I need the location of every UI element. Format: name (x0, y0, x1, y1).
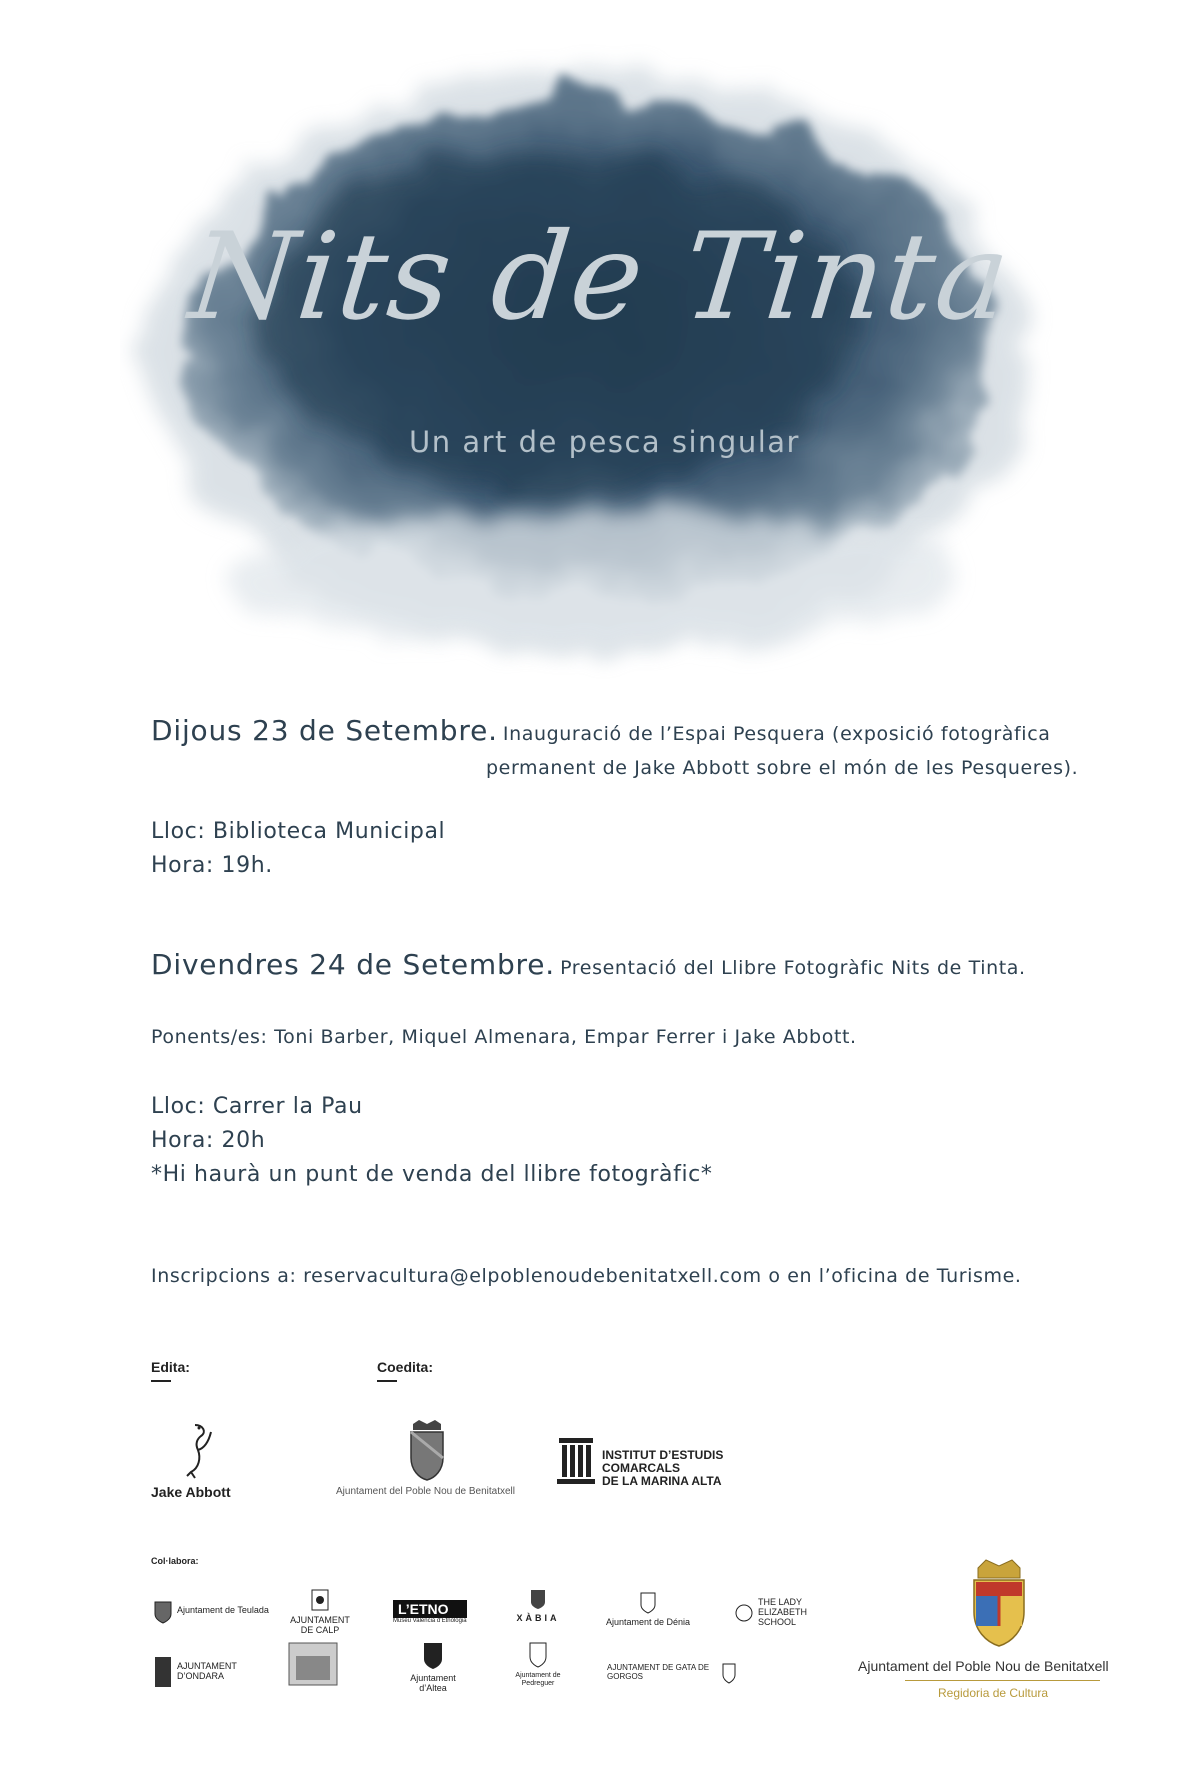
collabora-label: Col·labora: (151, 1556, 199, 1566)
altea-name: Ajuntament d’Altea (410, 1673, 456, 1693)
letno-name: L’ETNO (393, 1600, 467, 1618)
coedita-label: Coedita: (377, 1359, 433, 1375)
collaborator-building-photo (288, 1642, 338, 1690)
iecma-line3: DE LA MARINA ALTA (602, 1474, 722, 1489)
event1-desc-line2: permanent de Jake Abbott sobre el món de les Pesqueres). (486, 757, 1079, 779)
denia-name: Ajuntament de Dénia (605, 1617, 691, 1627)
jake-abbott-logo (165, 1420, 225, 1484)
event2-place: Lloc: Carrer la Pau (151, 1094, 363, 1119)
teulada-crest-icon (153, 1598, 173, 1624)
iecma-line1: INSTITUT D’ESTUDIS (602, 1448, 724, 1462)
event1-place: Lloc: Biblioteca Municipal (151, 819, 446, 844)
poster-subtitle: Un art de pesca singular (409, 425, 800, 459)
collaborator-altea (398, 1640, 468, 1694)
registration-info: Inscripcions a: reservacultura@elpoblenoudebenitatxell.com o en l’oficina de Turisme. (151, 1265, 1022, 1287)
edita-label: Edita: (151, 1359, 190, 1375)
collaborator-xabia (508, 1588, 568, 1624)
benitatxell-crest-icon (405, 1418, 449, 1486)
main-org-divider (905, 1680, 1100, 1681)
event1-date: Dijous 23 de Setembre. (151, 714, 498, 747)
pedreguer-name: Ajuntament de Pedreguer (515, 1672, 561, 1687)
teulada-name: Ajuntament de Teulada (177, 1605, 269, 1616)
collaborator-denia (603, 1590, 693, 1628)
xabia-name: XÀBIA (516, 1613, 560, 1623)
collaborator-gata (607, 1662, 737, 1684)
event2-note: *Hi haurà un punt de venda del llibre fotogràfic* (151, 1162, 713, 1187)
event1-time: Hora: 19h. (151, 853, 273, 878)
gata-name: AJUNTAMENT DE GATA DE GORGOS (607, 1663, 710, 1681)
collaborator-lady-elizabeth (734, 1598, 818, 1628)
event2-speakers: Ponents/es: Toni Barber, Miquel Almenara, Empar Ferrer i Jake Abbott. (151, 1026, 857, 1048)
main-org-dept: Regidoria de Cultura (938, 1686, 1049, 1700)
calp-crest-icon (310, 1588, 330, 1612)
lady-elizabeth-crest-icon (734, 1603, 754, 1623)
poster-title: Nits de Tinta (183, 208, 1018, 347)
collaborator-calp (290, 1588, 350, 1636)
heron-bird-icon (165, 1420, 225, 1480)
xabia-crest-icon (529, 1588, 547, 1610)
gata-crest-icon (721, 1662, 737, 1684)
event2-header (151, 946, 1026, 984)
calp-name: AJUNTAMENT DE CALP (290, 1615, 350, 1635)
event1-desc-line1: Inauguració de l’Espai Pesquera (exposició fotogràfica (502, 723, 1051, 745)
iecma-line2: COMARCALS (602, 1461, 680, 1476)
iecma-name (602, 1449, 723, 1489)
coeditor1-name: Ajuntament del Poble Nou de Benitatxell (336, 1486, 516, 1497)
publisher-name: Jake Abbott (151, 1484, 231, 1500)
collaborator-letno (393, 1600, 467, 1625)
letno-subtitle: Museu Valencià d’Etnologia (393, 1618, 467, 1624)
event1-header (151, 712, 1050, 750)
main-org-crest-icon (968, 1558, 1030, 1652)
ink-cloud-illustration (120, 20, 1060, 700)
coedita-underline (377, 1380, 397, 1382)
pedreguer-crest-icon (528, 1640, 548, 1668)
collaborator-pedreguer (503, 1640, 573, 1687)
iecma-columns-icon (557, 1436, 595, 1490)
building-photo-icon (288, 1642, 338, 1686)
event2-time: Hora: 20h (151, 1128, 266, 1153)
ondara-name: AJUNTAMENT D’ONDARA (177, 1661, 237, 1681)
edita-underline (151, 1380, 171, 1382)
denia-crest-icon (639, 1590, 657, 1614)
event2-date: Divendres 24 de Setembre. (151, 948, 555, 981)
collaborator-teulada (153, 1598, 269, 1624)
collaborator-ondara (153, 1655, 237, 1689)
altea-crest-icon (422, 1640, 444, 1670)
lady-elizabeth-name: THE LADY ELIZABETH SCHOOL (758, 1597, 808, 1627)
event2-desc: Presentació del Llibre Fotogràfic Nits de Tinta. (560, 957, 1026, 979)
main-org-name: Ajuntament del Poble Nou de Benitatxell (858, 1658, 1109, 1674)
ondara-crest-icon (153, 1655, 173, 1689)
